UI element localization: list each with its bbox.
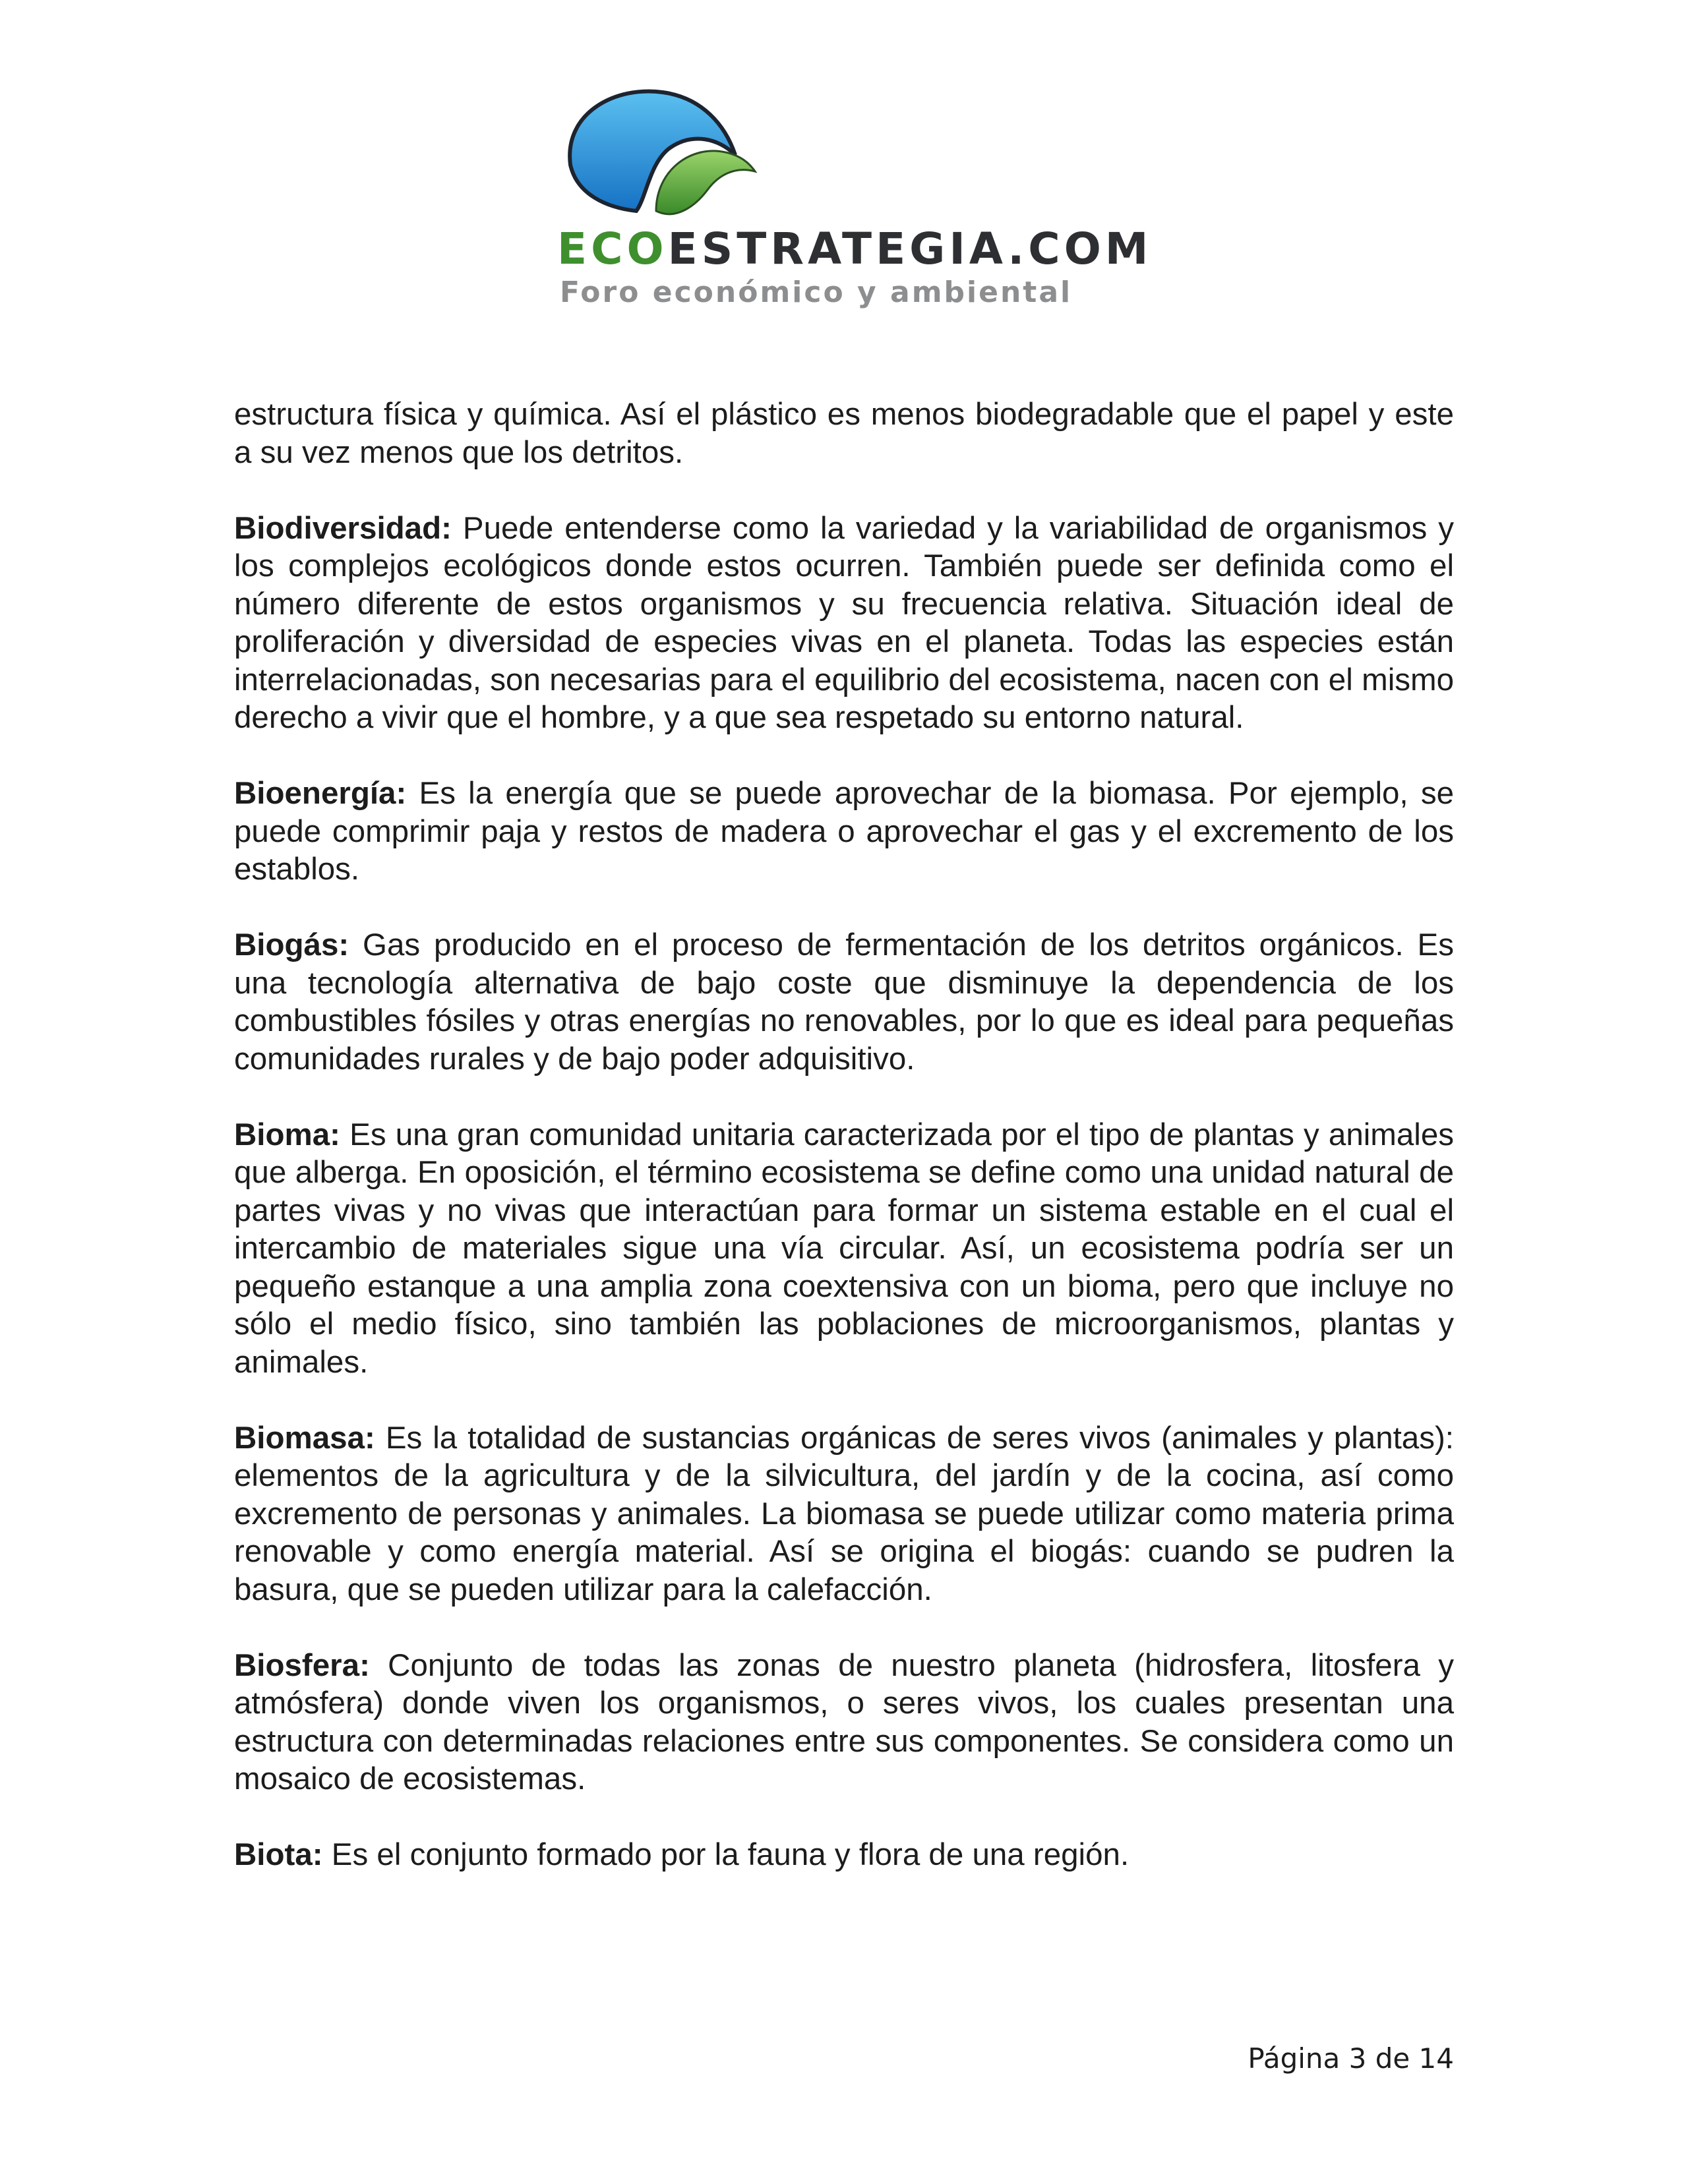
glossary-term: Biogás: — [234, 928, 349, 962]
glossary-term: Biodiversidad: — [234, 510, 452, 546]
glossary-term: Bioma: — [234, 1117, 340, 1152]
glossary-term: Biota: — [234, 1837, 323, 1872]
glossary-entry-biosfera — [234, 1647, 1454, 1798]
logo-tagline: Foro económico y ambiental — [560, 276, 1073, 309]
glossary-term: Biosfera: — [234, 1647, 370, 1683]
glossary-definition: Puede entenderse como la variedad y la variabilidad de organismos y los complejos ecológicos donde estos ocurren. También puede ser definida como el número diferente de estos organismos y su frecuencia relativa. Situación ideal de proliferación y diversidad de especies vivas en el planeta. Todas las especies están interrelacionadas, son necesarias para el equilibrio del ecosistema, nacen con el mismo derecho a vivir que el hombre, y a que sea respetado su entorno natural. — [234, 510, 1454, 735]
glossary-definition: Es la energía que se puede aprovechar de la biomasa. Por ejemplo, se puede comprimir paja y restos de madera o aprovechar el gas y el excremento de los establos. — [234, 776, 1454, 887]
glossary-entry-bioenergia — [234, 775, 1454, 889]
glossary-definition: Gas producido en el proceso de fermentación de los detritos orgánicos. Es una tecnología alternativa de bajo coste que disminuye la dependencia de los combustibles fósiles y otras energías no renovables, por lo que es ideal para pequeñas comunidades rurales y de bajo poder adquisitivo. — [234, 928, 1454, 1077]
ecoestrategia-logo — [557, 86, 1153, 316]
intro-paragraph: estructura física y química. Así el plástico es menos biodegradable que el papel y este a su vez menos que los detritos. — [234, 397, 1454, 470]
glossary-entry-bioma — [234, 1116, 1454, 1382]
logo-wordmark — [557, 223, 1153, 274]
glossary-term: Biomasa: — [234, 1420, 375, 1456]
glossary-entry-biota — [234, 1836, 1454, 1874]
glossary-definition: Es la totalidad de sustancias orgánicas de seres vivos (animales y plantas): elementos de la agricultura y de la silvicultura, del jardín y de la cocina, así como excremento de personas y animales. La biomasa se puede utilizar como materia prima renovable y como energía material. Así se origina el biogás: cuando se pudren la basura, que se pueden utilizar para la calefacción. — [234, 1420, 1454, 1607]
glossary-definition: Es el conjunto formado por la fauna y flora de una región. — [322, 1837, 1130, 1872]
page-number: Página 3 de 14 — [1248, 2042, 1454, 2075]
logo-wave-icon — [557, 86, 768, 231]
glossary-entry-biomasa — [234, 1419, 1454, 1609]
glossary-entry-biogas — [234, 926, 1454, 1078]
logo-wordmark-rest: ESTRATEGIA.COM — [667, 223, 1153, 274]
document-body — [234, 396, 1454, 1912]
glossary-entry-biodiversidad — [234, 510, 1454, 737]
glossary-definition: Conjunto de todas las zonas de nuestro planeta (hidrosfera, litosfera y atmósfera) donde viven los organismos, o seres vivos, los cuales presentan una estructura con determinadas relaciones entre sus componentes. Se considera como un mosaico de ecosistemas. — [234, 1647, 1454, 1796]
glossary-definition: Es una gran comunidad unitaria caracterizada por el tipo de plantas y animales que alberga. En oposición, el término ecosistema se define como una unidad natural de partes vivas y no vivas que interactúan para formar un sistema estable en el cual el intercambio de materiales sigue una vía circular. Así, un ecosistema podría ser un pequeño estanque a una amplia zona coextensiva con un bioma, pero que incluye no sólo el medio físico, sino también las poblaciones de microorganismos, plantas y animales. — [234, 1117, 1454, 1380]
glossary-term: Bioenergía: — [234, 776, 407, 811]
logo-wordmark-eco: ECO — [557, 223, 668, 274]
